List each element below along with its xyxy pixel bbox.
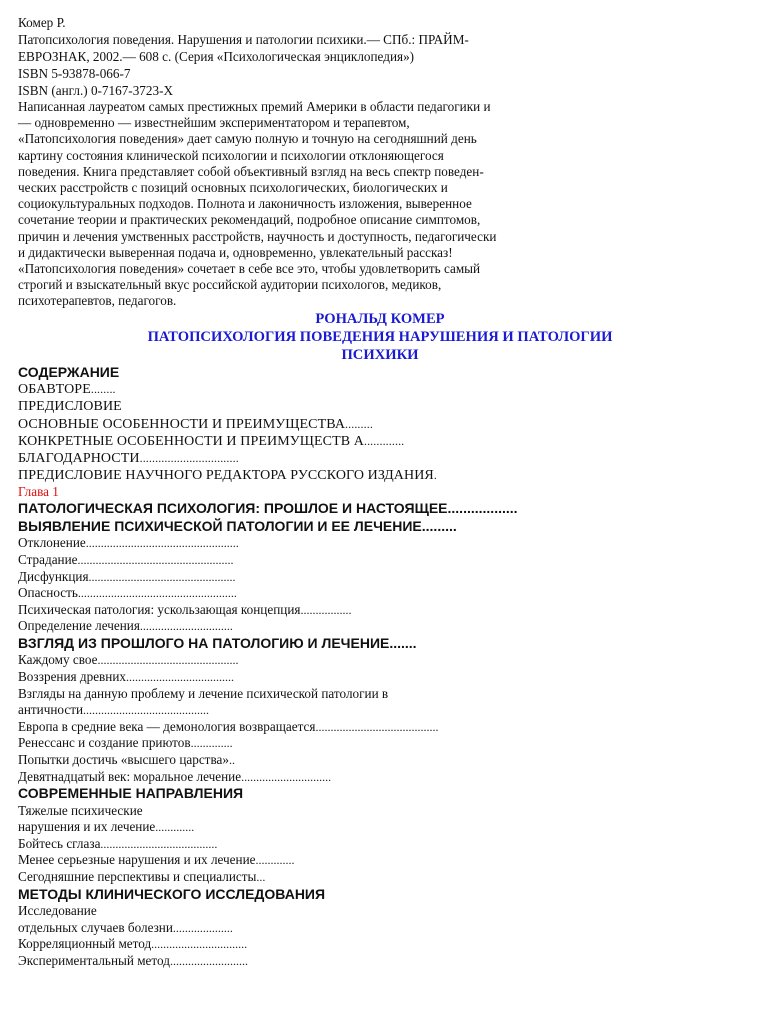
toc-entry-leader-dots: .. [228,752,235,767]
toc-entry-leader-dots: ............. [155,820,195,835]
toc-entry-leader-dots: . [433,468,437,483]
toc-entry-title: БЛАГОДАРНОСТИ [18,450,140,466]
toc-entry-leader-dots: ................................ [139,450,239,465]
toc-section-heading[interactable]: СОВРЕМЕННЫЕ НАПРАВЛЕНИЯ [18,785,244,802]
toc-entry[interactable] [18,702,750,719]
annotation-line: психотерапевтов, педагогов. [18,293,177,309]
toc-entry[interactable] [18,953,750,970]
book-author-heading: РОНАЛЬД КОМЕР [315,310,445,327]
toc-section-items [18,903,750,969]
toc-entry-title: Страдание [18,551,78,567]
toc-entry[interactable] [18,652,750,669]
author-line: Комер Р. [18,15,66,30]
toc-entry-leader-dots: ................................ [151,937,248,952]
toc-entry[interactable] [18,836,750,853]
toc-entry-title: ПРЕДИСЛОВИЕ НАУЧНОГО РЕДАКТОРА РУССКОГО ИЗДАНИЯ [18,468,434,484]
toc-entry-title: Опасность [18,585,78,601]
toc-entry-title: Попытки достичь «высшего царства» [18,751,229,767]
isbn-english-line: ISBN (англ.) 0-7167-3723-X [18,83,173,98]
toc-entry[interactable] [18,416,750,433]
toc-entry[interactable] [18,450,750,467]
toc-entry-leader-dots: ..................................................... [77,586,237,601]
toc-entry-leader-dots: ............. [255,853,295,868]
toc-entry[interactable] [18,920,750,937]
toc-entry-leader-dots: ... [256,870,266,885]
toc-entry[interactable] [18,852,750,869]
toc-entry-leader-dots: .................... [172,920,233,935]
chapter-label[interactable]: Глава 1 [18,484,59,500]
toc-entry-leader-dots: .............. [190,736,233,751]
toc-entry[interactable] [18,585,750,602]
toc-entry-leader-dots: ......... [345,416,373,431]
toc-entry-title: Каждому свое [18,652,98,668]
toc-front-matter [18,381,750,484]
toc-entry-title: Взгляды на данную проблему и лечение психической патологии в [18,685,389,701]
annotation-line: сочетание теории и практических рекомендаций, подробное описание симптомов, [18,212,481,228]
toc-entry-title: Экспериментальный метод [18,952,170,968]
book-title-heading: ПАТОПСИХОЛОГИЯ ПОВЕДЕНИЯ НАРУШЕНИЯ И ПАТОЛОГИИ [147,328,613,345]
annotation-line: строгий и взыскательный вкус российской аудитории психологов, медиков, [18,277,442,293]
toc-entry-leader-dots: ............................... [139,619,233,634]
toc-entry[interactable] [18,819,750,836]
publisher-line: ЕВРОЗНАК, 2002.— 608 с. (Серия «Психологическая энциклопедия») [18,49,415,64]
toc-entry[interactable] [18,735,750,752]
toc-entry[interactable] [18,686,750,703]
toc-entry-leader-dots: ............. [363,433,405,448]
annotation-line: — одновременно — известнейшим экспериментатором и терапевтом, [18,115,410,131]
table-of-contents [18,364,750,970]
toc-entry-title: античности [18,702,84,718]
toc-entry-title: ОСНОВНЫЕ ОСОБЕННОСТИ И ПРЕИМУЩЕСТВА [18,416,346,432]
toc-entry[interactable] [18,433,750,450]
toc-entry[interactable] [18,618,750,635]
toc-entry-title: Отклонение [18,535,86,551]
annotation-line: «Патопсихология поведения» дает самую полную и точную на сегодняшний день [18,131,477,147]
toc-entry-title: Воззрения древних [18,669,126,685]
toc-entry-title: Европа в средние века — демонология возвращается [18,718,316,734]
annotation-line: поведения. Книга представляет собой объективный взгляд на весь спектр поведен- [18,163,484,179]
toc-entry-title: Исследование [18,903,97,919]
toc-entry[interactable] [18,719,750,736]
toc-entry-leader-dots: ................................................... [85,536,239,551]
toc-entry[interactable] [18,752,750,769]
toc-entry[interactable] [18,467,750,484]
toc-entry-title: отдельных случаев болезни [18,919,173,935]
toc-entry-leader-dots: .......................... [169,953,248,968]
toc-entry-title: Определение лечения [18,618,140,634]
toc-entry-title: нарушения и их лечение [18,819,156,835]
toc-entry-leader-dots: ............................................... [97,653,239,668]
annotation-line: Написанная лауреатом самых престижных премий Америки в области педагогики и [18,99,491,114]
toc-entry[interactable] [18,398,750,415]
toc-entry-leader-dots: ........ [90,382,116,397]
book-heading [18,310,750,364]
toc-section-items [18,803,750,886]
toc-entry-leader-dots: ................................................. [88,569,236,584]
toc-section-heading[interactable]: ПАТОЛОГИЧЕСКАЯ ПСИХОЛОГИЯ: ПРОШЛОЕ И НАСТОЯЩЕЕ.................. [18,500,518,517]
toc-entry-title: Ренессанс и создание приютов [18,735,191,751]
toc-entry-title: Корреляционный метод [18,936,152,952]
toc-entry-title: ОБАВТОРЕ [18,382,91,398]
annotation-line: «Патопсихология поведения» сочетает в себе все это, чтобы удовлетворить самый [18,261,481,277]
toc-section-items [18,652,750,785]
toc-entry-title: Тяжелые психические [18,802,143,818]
isbn-line: ISBN 5-93878-066-7 [18,66,131,81]
toc-entry-title: Девятнадцатый век: моральное лечение [18,768,242,784]
annotation-line: причин и лечения умственных расстройств, научность и доступность, педагогически [18,228,497,244]
toc-entry-title: Дисфункция [18,568,89,584]
bibliographic-record [18,14,750,99]
annotation-paragraph [18,99,750,310]
toc-entry-leader-dots: ......................................... [315,719,439,734]
annotation-line: ческих расстройств с позиций основных психологических, биологических и [18,180,448,196]
toc-entry-title: Бойтесь сглаза [18,835,101,851]
toc-entry-leader-dots: .......................................... [83,703,210,718]
toc-section-heading[interactable]: МЕТОДЫ КЛИНИЧЕСКОГО ИССЛЕДОВАНИЯ [18,885,326,902]
toc-entry[interactable] [18,381,750,398]
toc-section-heading[interactable]: ВЗГЛЯД ИЗ ПРОШЛОГО НА ПАТОЛОГИЮ И ЛЕЧЕНИЕ....... [18,634,417,651]
toc-entry[interactable] [18,535,750,552]
toc-entry-leader-dots: ....................................... [100,836,218,851]
toc-section-items [18,535,750,635]
book-title-heading-continued: ПСИХИКИ [341,346,419,363]
toc-entry-title: Сегодняшние перспективы и специалисты [18,869,257,885]
toc-entry-title: Психическая патология: ускользающая концепция [18,601,301,617]
toc-entry[interactable] [18,936,750,953]
toc-entry-leader-dots: .............................. [241,769,332,784]
toc-entry[interactable] [18,602,750,619]
title-line: Патопсихология поведения. Нарушения и патологии психики.— СПб.: ПРАЙМ- [18,32,469,47]
toc-entry-title: КОНКРЕТНЫЕ ОСОБЕННОСТИ И ПРЕИМУЩЕСТВ А [18,433,364,449]
annotation-line: картину состояния клинической психологии и психологии отклоняющегося [18,147,444,163]
toc-entry-title: ПРЕДИСЛОВИЕ [18,399,122,415]
toc-entry[interactable] [18,903,750,920]
toc-entry-leader-dots: .................................................... [77,552,234,567]
toc-entry[interactable] [18,569,750,586]
annotation-line: и дидактически выверенная подача и, одновременно, увлекательный рассказ! [18,244,453,260]
toc-entry-leader-dots: ................. [300,602,352,617]
toc-entry[interactable] [18,769,750,786]
toc-entry-title: Менее серьезные нарушения и их лечение [18,852,256,868]
annotation-line: социокультуральных подходов. Полнота и лаконичность изложения, выверенное [18,196,472,212]
toc-title: СОДЕРЖАНИЕ [18,363,120,380]
toc-entry[interactable] [18,669,750,686]
toc-entry-leader-dots: .................................... [126,670,234,685]
toc-entry[interactable] [18,803,750,820]
toc-entry[interactable] [18,869,750,886]
toc-entry[interactable] [18,552,750,569]
toc-section-heading[interactable]: ВЫЯВЛЕНИЕ ПСИХИЧЕСКОЙ ПАТОЛОГИИ И ЕЕ ЛЕЧЕНИЕ......... [18,517,457,534]
